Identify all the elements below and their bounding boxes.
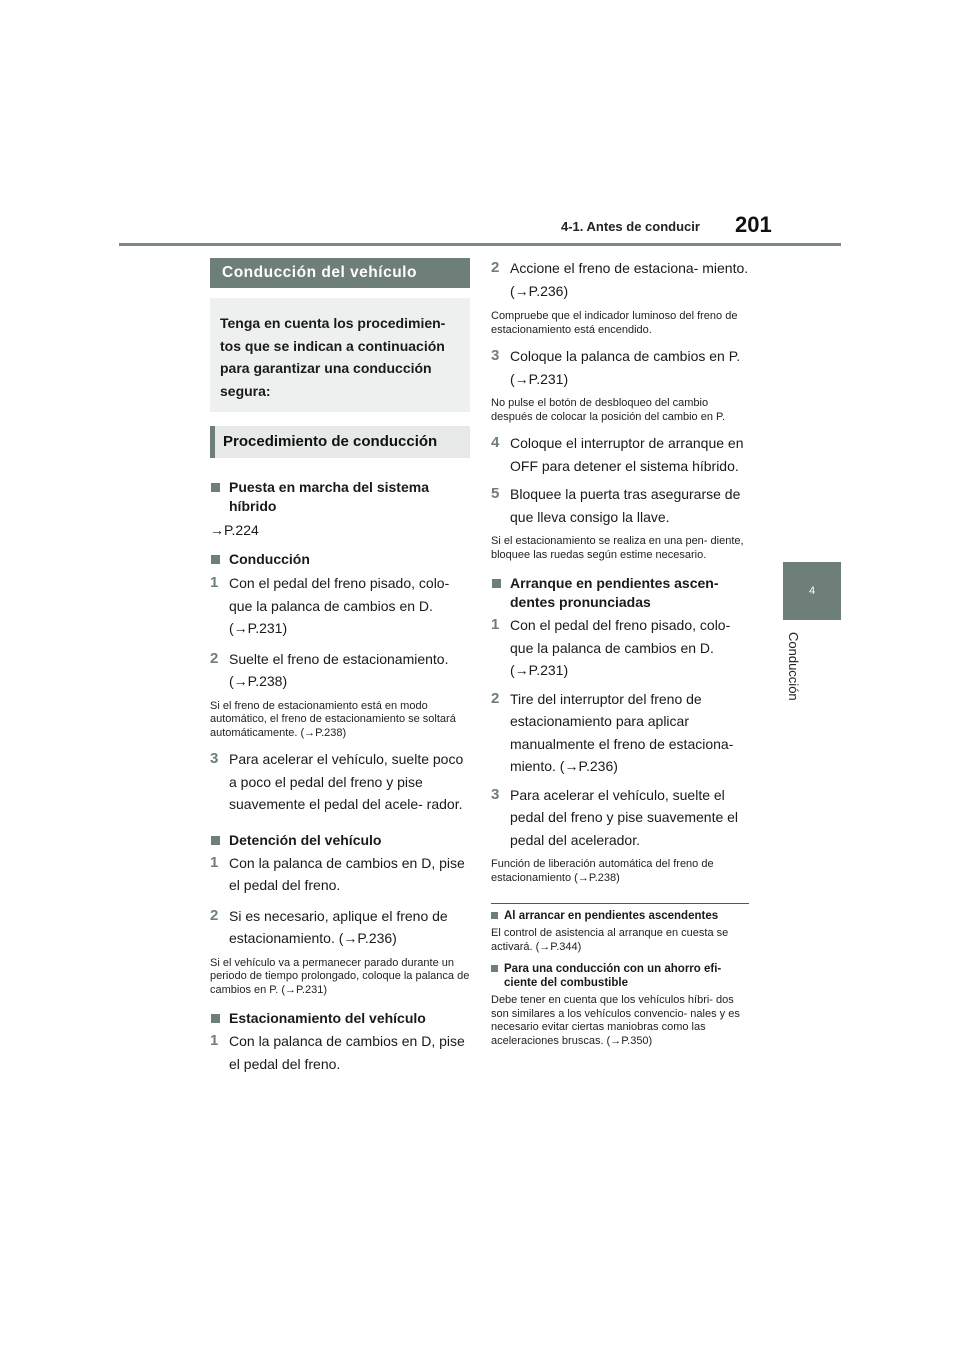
step: 1 Con la palanca de cambios en D, pise el pedal del freno. <box>210 853 465 893</box>
step: 5 Bloquee la puerta tras asegurarse de que lleva consigo la llave. <box>491 485 741 525</box>
square-bullet-icon <box>211 1014 220 1023</box>
note: Si el estacionamiento se realiza en una pen- diente, bloquee las ruedas según estime necesario. <box>491 535 744 561</box>
right-column <box>491 257 749 1048</box>
note: Debe tener en cuenta que los vehículos híbri- dos son similares a los vehículos convencio- nales y es necesario evitar ciertas maniobras como las aceleraciones bruscas. (→P.350) <box>491 994 740 1047</box>
header-rule <box>119 243 841 246</box>
section-header: 4-1. Antes de conducir <box>561 219 700 234</box>
step: 4 Coloque el interruptor de arranque en OFF para detener el sistema híbrido. <box>491 434 744 474</box>
page-ref[interactable]: →P.224 <box>210 522 259 538</box>
subheading-steep-start: Arranque en pendientes ascen- dentes pronunciadas <box>491 574 749 612</box>
note: Si el freno de estacionamiento está en modo automático, el freno de estacionamiento se soltará automáticamente. (→P.238) <box>210 699 456 739</box>
step: 1 Con el pedal del freno pisado, colo- que la palanca de cambios en D. (→P.231) <box>210 574 450 636</box>
step: 2 Suelte el freno de estacionamiento. (→P.238) <box>210 649 449 689</box>
step: 3 Para acelerar el vehículo, suelte el pedal del freno y pise suavemente el pedal del acelerador. <box>491 785 739 848</box>
info-heading: Para una conducción con un ahorro efi- ciente del combustible <box>491 962 749 990</box>
note: Función de liberación automática del freno de estacionamiento (→P.238) <box>491 858 714 884</box>
step: 1 Con el pedal del freno pisado, colo- que la palanca de cambios en D. (→P.231) <box>491 616 731 678</box>
left-column <box>210 258 470 1075</box>
step: 2 Tire del interruptor del freno de estacionamiento para aplicar manualmente el freno de estaciona- miento. (→P.236) <box>491 689 734 774</box>
square-bullet-icon <box>492 579 501 588</box>
note: No pulse el botón de desbloqueo del cambio después de colocar la posición del cambio en P. <box>491 397 726 423</box>
intro-box: Tenga en cuenta los procedimien- tos que se indican a continuación para garantizar una conducción segura: <box>210 298 470 412</box>
subheading-driving: Conducción <box>210 550 470 569</box>
subheading-parking: Estacionamiento del vehículo <box>210 1009 470 1028</box>
subheading-stopping: Detención del vehículo <box>210 831 470 850</box>
square-bullet-icon <box>211 836 220 845</box>
chapter-label: Conducción <box>786 632 801 701</box>
subheading-start: Puesta en marcha del sistema híbrido <box>210 478 470 516</box>
notes-divider <box>491 903 749 904</box>
step: 3 Para acelerar el vehículo, suelte poco a poco el pedal del freno y pise suavemente el pedal del acele- rador. <box>210 750 464 812</box>
chapter-tab[interactable]: 4 <box>783 562 841 620</box>
step: 3 Coloque la palanca de cambios en P. (→P.231) <box>491 347 741 387</box>
note: El control de asistencia al arranque en cuesta se activará. (→P.344) <box>491 927 729 953</box>
square-bullet-icon <box>211 483 220 492</box>
note: Compruebe que el indicador luminoso del freno de estacionamiento está encendido. <box>491 310 738 336</box>
info-heading: Al arrancar en pendientes ascendentes <box>491 909 749 923</box>
square-bullet-icon <box>211 555 220 564</box>
step: 2 Si es necesario, aplique el freno de estacionamiento. (→P.236) <box>210 906 448 946</box>
square-bullet-icon <box>491 912 498 919</box>
procedure-heading: Procedimiento de conducción <box>210 426 470 458</box>
section-heading: Conducción del vehículo <box>210 258 470 288</box>
note: Si el vehículo va a permanecer parado durante un periodo de tiempo prolongado, coloque la palanca de cambios en P. (→P.231) <box>210 956 470 996</box>
step: 2 Accione el freno de estaciona- miento. (→P.236) <box>491 259 749 299</box>
square-bullet-icon <box>491 965 498 972</box>
page-number: 201 <box>735 212 772 237</box>
step: 1 Con la palanca de cambios en D, pise el pedal del freno. <box>210 1032 465 1072</box>
